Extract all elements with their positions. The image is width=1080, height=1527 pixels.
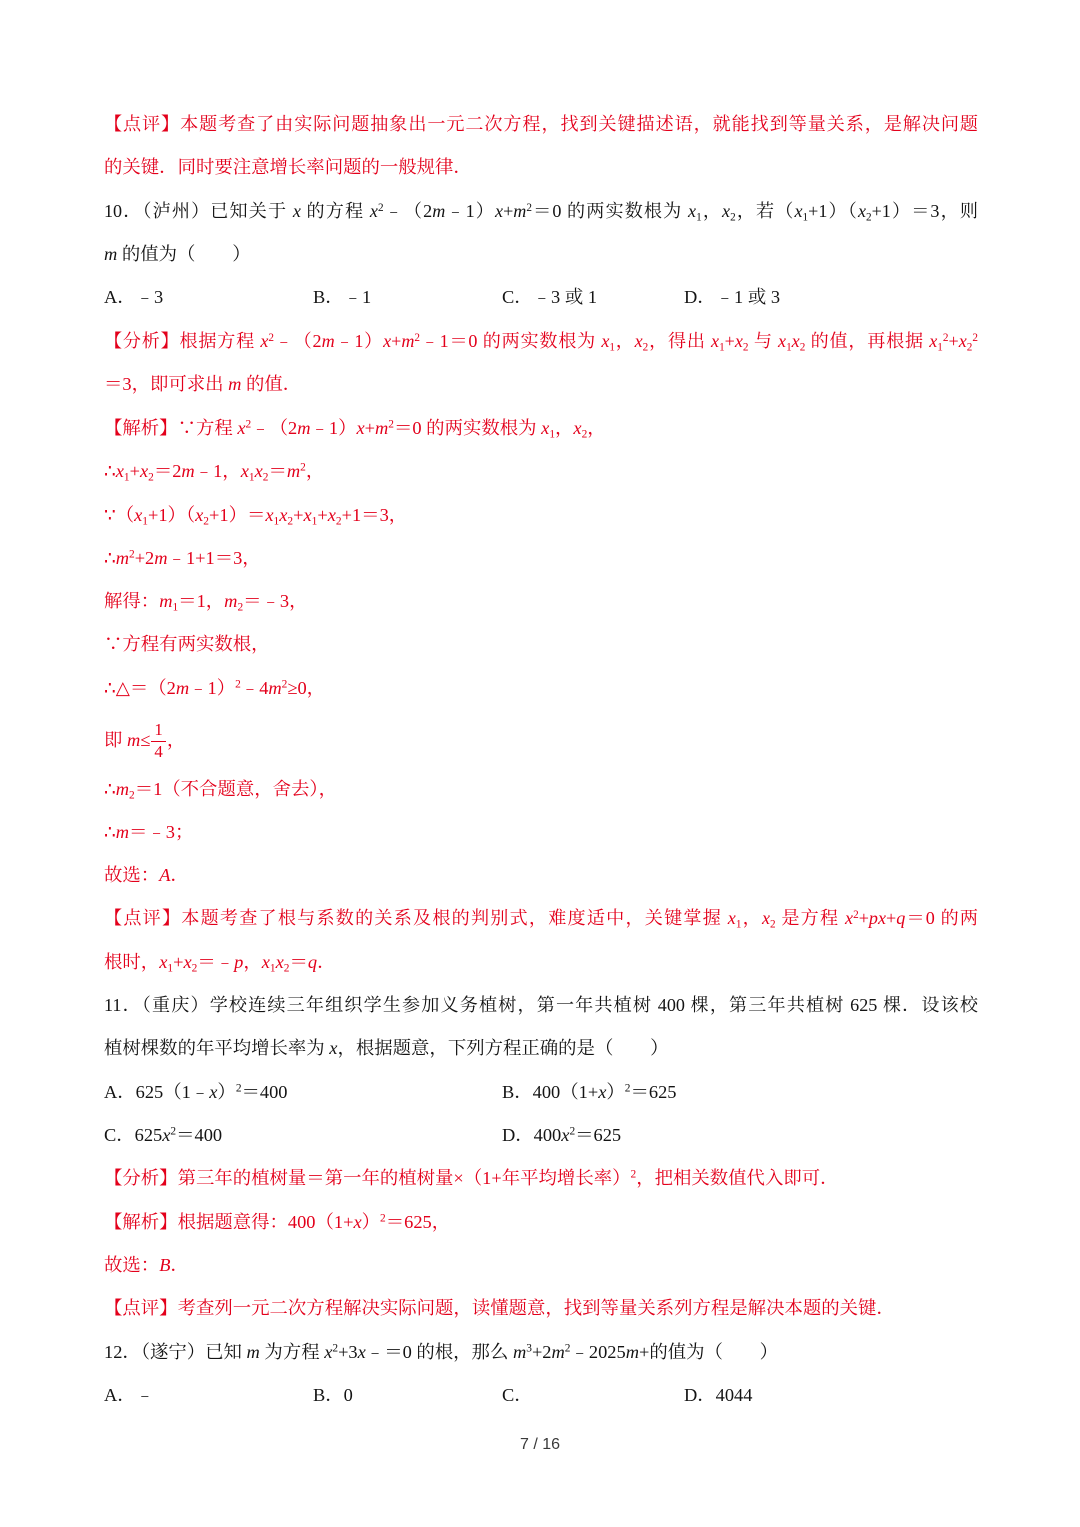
text-run: + [391,331,402,351]
q11-stem-line-1 [104,987,978,1023]
text-run: ＝0 的两 [905,908,978,928]
text-run: +1）（ [808,201,858,221]
text-run: D．﹣1 或 3 [684,287,781,307]
math-variable: x [195,505,204,525]
text-run: ∴ [104,461,116,481]
text-run: ＝3，即可求出 [104,374,229,394]
subscript: 2 [642,341,649,354]
q10-stem-line-1 [104,193,978,229]
q11-analysis [104,1160,978,1196]
math-variable: m [375,418,389,438]
superscript: 2 [972,331,978,344]
text-run: 的关键．同时要注意增长率问题的一般规律． [104,157,472,177]
text-run: A．﹣3 [104,287,164,307]
subscript: 2 [128,789,135,802]
math-variable: x [159,952,168,972]
text-run: B．400（1+ [502,1082,599,1102]
text-run: ∴ [104,822,116,842]
math-variable: x [541,418,550,438]
math-variable: x [495,201,504,221]
text-run: ﹣（2 [274,331,322,351]
text-run: ＝0 的两实数根为 [531,201,689,221]
text-run: +1＝3， [341,505,408,525]
text-run: + [129,461,140,481]
text-run: 为方程 [259,1342,325,1362]
math-variable: x [601,331,610,351]
math-variable: B [159,1255,171,1275]
text-run: ＝1， [178,591,225,611]
math-variable: m [104,244,118,264]
subscript: 2 [203,515,209,528]
q10-solution-line-4 [104,540,978,576]
math-variable: x [356,418,365,438]
q11-options-row-2 [104,1117,978,1153]
math-variable: m [181,461,195,481]
text-run: ，若（ [735,201,795,221]
math-variable: x [209,1082,218,1102]
math-variable: x [929,331,938,351]
q10-option-c [502,279,597,315]
text-run: ＝﹣3， [243,591,308,611]
math-variable: m [159,591,173,611]
subscript: 2 [865,211,872,224]
subscript: 2 [148,471,154,484]
text-run: ． [317,952,336,972]
superscript: 2 [380,1212,386,1225]
math-variable: x [561,1125,570,1145]
text-run: ， [587,418,606,438]
q12-options [104,1377,978,1413]
math-variable: x [292,201,301,221]
text-run: + [503,201,514,221]
q10-solution-line-9 [104,771,978,807]
text-run: ， [614,331,635,351]
q12-option-b [313,1377,353,1413]
math-variable: x [254,461,263,481]
math-variable: m [401,331,415,351]
subscript: 2 [742,341,749,354]
math-variable: x [237,418,246,438]
math-variable: m [268,678,282,698]
text-run: 【点评】考查列一元二次方程解决实际问题，读懂题意，找到等量关系列方程是解决本题的关键． [104,1298,895,1318]
text-run: ﹣1+1＝3， [167,548,261,568]
text-run: ＝625 [575,1125,622,1145]
text-run: ≤ [140,730,151,750]
text-run: ﹣1） [334,331,384,351]
superscript: 2 [414,331,420,344]
subscript: 2 [283,962,290,975]
page-number: 7 / 16 [519,1436,561,1453]
text-run: 【解析】根据题意得：400（1+ [104,1212,354,1232]
math-variable: m [432,201,446,221]
text-run: ﹣1） [189,678,236,698]
superscript: 3 [526,1342,532,1355]
q11-option-d [502,1117,621,1153]
subscript: 1 [696,211,702,224]
math-variable: x [383,331,392,351]
text-run: + [173,952,184,972]
fraction-numerator: 1 [151,722,165,742]
subscript: 1 [167,962,174,975]
subscript: 1 [937,341,943,354]
subscript: 1 [248,471,255,484]
q11-options-row-1 [104,1074,978,1110]
math-variable: m [115,548,129,568]
subscript: 2 [262,471,269,484]
q10-stem-line-2 [104,236,978,272]
subscript: 2 [799,341,806,354]
math-variable: x [162,1125,171,1145]
superscript: 2 [235,678,241,691]
text-run: ， [701,201,723,221]
text-run: ） [361,1212,381,1232]
math-variable: x [369,201,378,221]
text-run: ， [555,418,574,438]
math-variable: m [512,1342,527,1362]
text-run: 是方程 [775,908,846,928]
math-variable: x [727,908,736,928]
q10-solution-line-10 [104,814,978,850]
math-variable: m [286,461,301,481]
math-variable: x [598,1082,607,1102]
q12-option-a [104,1377,154,1413]
subscript: 2 [335,515,342,528]
math-variable: x [573,418,582,438]
text-run: ，得出 [648,331,712,351]
text-run: ，根据题意，下列方程正确的是（ ） [337,1038,669,1058]
superscript: 2 [388,418,394,431]
q10-option-d [684,279,780,315]
text-run: +1）（ [147,505,196,525]
subscript: 2 [287,515,294,528]
q10-solution-line-2 [104,453,978,489]
text-run: B．﹣1 [313,287,372,307]
text-run: 的值． [241,374,302,394]
math-variable: x [722,201,731,221]
text-run: +1）＝3，则 [871,201,978,221]
text-run: + [293,505,304,525]
text-run: ） [217,1082,236,1102]
subscript: 2 [191,962,198,975]
q12-option-c [502,1377,533,1413]
text-run: 与 [748,331,779,351]
text-run: ∵方程有两实数根， [104,634,270,654]
text-run: 12．（遂宁）已知 [104,1342,247,1362]
text-run: ＝400 [241,1082,288,1102]
text-run: ﹣2025 [570,1342,626,1362]
text-run: + [364,418,376,438]
subscript: 1 [549,428,556,441]
text-run: 的方程 [300,201,370,221]
math-variable: x [845,908,854,928]
math-variable: x [303,505,312,525]
subscript: 2 [966,341,973,354]
superscript: 2 [624,1082,631,1095]
subscript: 1 [172,601,179,614]
text-run: C． [502,1385,533,1405]
math-variable: x [240,461,249,481]
math-variable: x [794,201,803,221]
text-run: ﹣＝0 的根，那么 [365,1342,513,1362]
text-run: + [885,908,897,928]
text-run: ＝﹣3； [128,822,194,842]
text-run: ﹣（2 [251,418,298,438]
subscript: 2 [730,211,736,224]
text-run: ， [243,952,262,972]
text-run: ∴ [104,548,116,568]
math-variable: m [154,548,168,568]
math-variable: m [115,822,129,842]
math-variable: x [183,952,192,972]
text-run: ∴ [104,779,116,799]
superscript: 2 [569,1125,576,1138]
text-run: ） [606,1082,625,1102]
subscript: 2 [770,918,776,931]
text-run: 【解析】∵方程 [104,418,238,438]
math-variable: x [857,201,866,221]
text-run: +的值为（ ） [638,1342,779,1362]
text-run: 故选： [104,865,160,885]
q10-solution-line-6 [104,626,978,662]
math-variable: x [275,952,284,972]
superscript: 2 [564,1342,571,1355]
subscript: 1 [273,515,280,528]
q11-solution [104,1204,978,1240]
math-variable: m [625,1342,639,1362]
superscript: 2 [245,418,252,431]
subscript: 1 [786,341,792,354]
math-variable: m [228,374,242,394]
superscript: 2 [128,548,135,561]
text-run: 10．（泸州）已知关于 [104,201,293,221]
math-variable: m [321,331,335,351]
text-run: ﹣1） [445,201,496,221]
math-variable: m [127,730,141,750]
superscript: 2 [170,1125,177,1138]
text-run: + [317,505,328,525]
q10-analysis-line-2 [104,366,978,402]
math-variable: x [327,505,336,525]
fraction [151,722,165,761]
text-run: +2 [531,1342,552,1362]
text-run: ＝1（不合题意，舍去）， [134,779,337,799]
q10-answer-choice [104,857,978,893]
math-variable: x [139,461,149,481]
math-variable: x [734,331,743,351]
text-run: ≥0， [287,678,326,698]
text-run: ，把相关数值代入即可． [636,1168,839,1188]
text-run: B．0 [313,1385,353,1405]
text-run: + [724,331,735,351]
text-run: 的值为（ ） [117,244,251,264]
q10-solution-line-7 [104,670,978,706]
subscript: 2 [581,428,588,441]
text-run: ﹣1） [310,418,357,438]
text-run: ， [305,461,325,481]
text-run: 【点评】本题考查了根与系数的关系及根的判别式，难度适中，关键掌握 [104,908,728,928]
math-variable: x [279,505,288,525]
text-run: ＝625 [630,1082,677,1102]
math-variable: m [224,591,238,611]
subscript: 2 [237,601,244,614]
text-run: A．﹣ [104,1385,155,1405]
q10-options [104,279,978,315]
text-run: ∴△＝（2 [104,678,176,698]
math-variable: p [234,952,244,972]
text-run: ﹣1＝0 的两实数根为 [420,331,602,351]
text-run: ， [741,908,762,928]
math-variable: x [958,331,967,351]
q10-solution-line-3 [104,497,978,533]
text-run: ＝400 [176,1125,223,1145]
subscript: 1 [142,515,148,528]
q10-solution-line-1 [104,410,978,446]
text-run: A．625（1﹣ [104,1082,210,1102]
math-variable: x [353,1212,362,1232]
text-run: C．﹣3 或 1 [502,287,598,307]
text-run: D．4044 [684,1385,753,1405]
text-run: ． [170,1255,189,1275]
superscript: 2 [300,461,306,474]
text-run: ﹣4 [240,678,269,698]
text-run: 【分析】根据方程 [104,331,261,351]
superscript: 2 [235,1082,242,1095]
math-variable: x [634,331,643,351]
q9-comment-line-2 [104,149,978,185]
text-run: 解得： [104,591,160,611]
q10-option-a [104,279,163,315]
text-run: ， [166,730,186,750]
q11-option-b [502,1074,676,1110]
subscript: 1 [311,515,318,528]
math-variable: m [297,418,311,438]
fraction-denominator: 4 [154,742,163,762]
text-run: D．400 [502,1125,562,1145]
superscript: 2 [268,331,274,344]
q10-option-b [313,279,371,315]
subscript: 1 [719,341,725,354]
math-variable: x [265,505,274,525]
q10-solution-line-5 [104,583,978,619]
q10-comment-line-2 [104,944,978,980]
superscript: 2 [630,1168,637,1181]
q10-solution-line-8 [104,712,978,768]
math-variable: q [896,908,906,928]
q10-analysis-line-1 [104,323,978,359]
text-run: 11．（重庆）学校连续三年组织学生参加义务植树，第一年共植树 400 棵，第三年共植树 625 棵．设该校 [104,995,978,1015]
text-run: + [948,331,959,351]
math-variable: x [761,908,770,928]
text-run: ＝ [289,952,308,972]
math-variable: x [261,952,270,972]
subscript: 1 [735,918,742,931]
superscript: 2 [526,201,532,214]
q10-comment-line-1 [104,900,978,936]
math-variable: m [246,1342,260,1362]
subscript: 1 [609,341,615,354]
text-run: 故选： [104,1255,160,1275]
superscript: 2 [377,201,384,214]
subscript: 1 [123,471,130,484]
math-variable: px [868,908,886,928]
q11-option-a [104,1074,288,1110]
math-variable: m [115,779,129,799]
text-run: 植树棵数的年平均增长率为 [104,1038,330,1058]
text-run: 即 [104,730,127,750]
text-run: 【分析】第三年的植树量＝第一年的植树量×（1+年平均增长率） [104,1168,631,1188]
text-run: ＝2 [153,461,182,481]
text-run: ＝ [268,461,287,481]
math-variable: x [260,331,269,351]
text-run: +2 [134,548,155,568]
text-run: +3 [338,1342,358,1362]
math-variable: q [307,952,318,972]
math-variable: x [711,331,720,351]
text-run: ＝﹣ [197,952,235,972]
text-run: ∵（ [104,505,135,525]
q9-comment-line-1 [104,106,978,142]
q12-stem [104,1334,978,1370]
q11-comment [104,1290,978,1326]
text-run: + [858,908,869,928]
superscript: 2 [853,908,859,921]
q11-answer-choice [104,1247,978,1283]
superscript: 2 [281,678,288,691]
math-variable: x [324,1342,333,1362]
math-variable: x [329,1038,338,1058]
superscript: 2 [942,331,949,344]
subscript: 1 [269,962,276,975]
math-variable: m [175,678,190,698]
text-run: ﹣（2 [383,201,433,221]
text-run: 【点评】本题考查了由实际问题抽象出一元二次方程，找到关键描述语，就能找到等量关系，是解决问题 [104,114,978,134]
superscript: 2 [332,1342,339,1355]
math-variable: A [159,865,171,885]
text-run: +1）＝ [209,505,266,525]
math-variable: x [791,331,800,351]
text-run: ＝0 的两实数根为 [394,418,542,438]
text-run: C．625 [104,1125,163,1145]
math-variable: x [134,505,143,525]
text-run: ﹣1， [194,461,241,481]
math-variable: x [778,331,787,351]
q11-stem-line-2 [104,1030,978,1066]
subscript: 1 [802,211,809,224]
q11-option-c [104,1117,222,1153]
math-variable: x [115,461,124,481]
text-run: 的值，再根据 [805,331,930,351]
math-variable: x [357,1342,366,1362]
math-variable: x [688,201,697,221]
text-run: ． [170,865,189,885]
q12-option-d [684,1377,752,1413]
math-variable: m [551,1342,565,1362]
text-run: 根时， [104,952,160,972]
math-variable: m [513,201,527,221]
text-run: ＝625， [385,1212,451,1232]
